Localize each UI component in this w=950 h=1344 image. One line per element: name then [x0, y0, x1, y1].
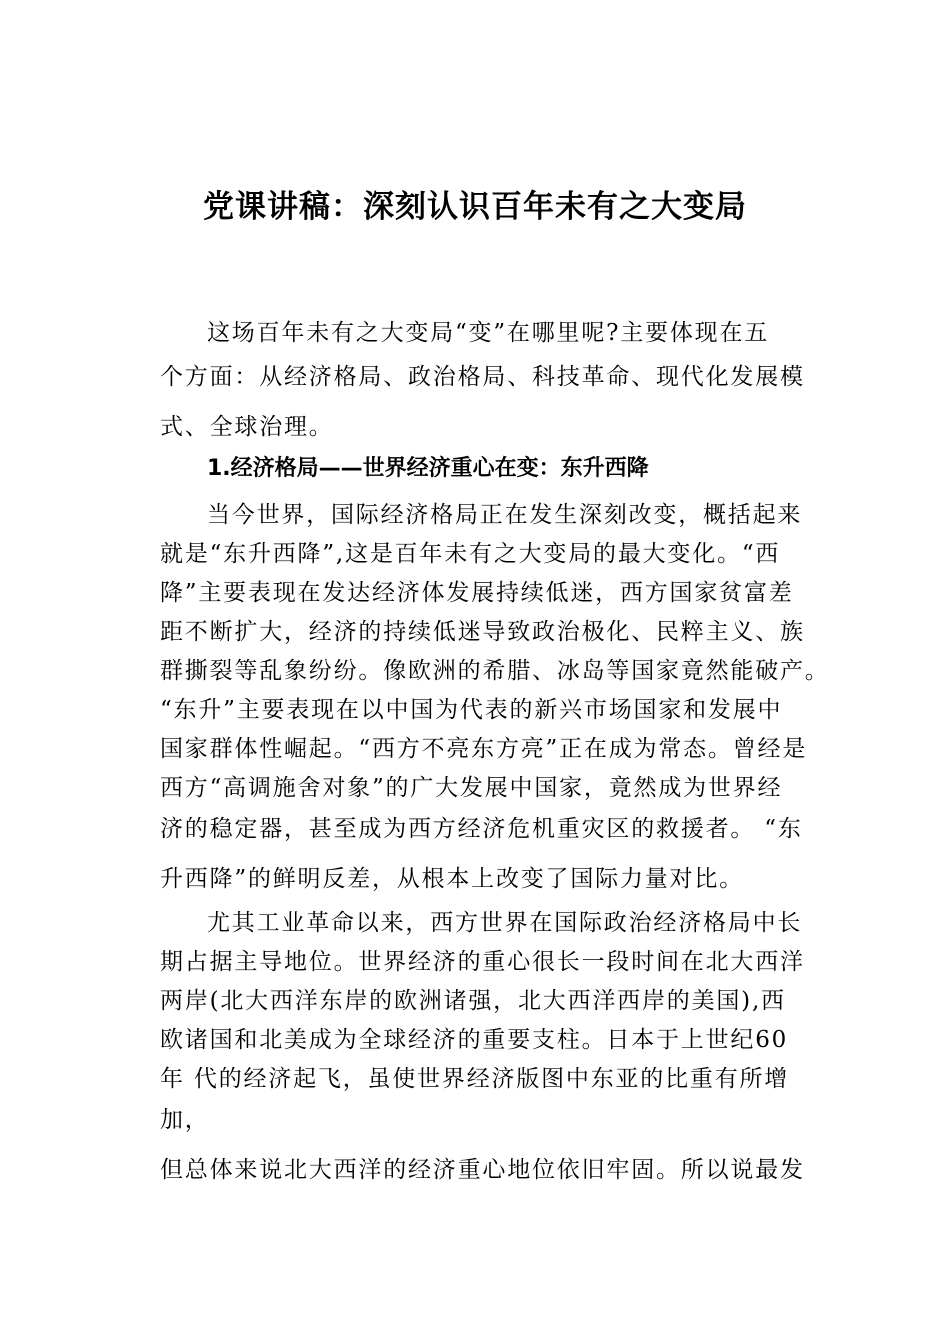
text-line: 尤其工业革命以来，西方世界在国际政治经济格局中长: [207, 910, 803, 936]
text-line: 国家群体性崛起。“西方不亮东方亮”正在成为常态。曾经是: [160, 736, 808, 762]
text-line: 这场百年未有之大变局“变”在哪里呢?主要体现在五: [207, 320, 770, 346]
text-line: 当今世界，国际经济格局正在发生深刻改变，概括起来: [207, 502, 803, 528]
text-line: “东升”主要表现在以中国为代表的新兴市场国家和发展中: [160, 697, 783, 723]
text-line: 就是“东升西降”,这是百年未有之大变局的最大变化。“西: [160, 541, 781, 567]
text-line: 降”主要表现在发达经济体发展持续低迷，西方国家贫富差: [160, 580, 794, 606]
text-line: 升西降”的鲜明反差，从根本上改变了国际力量对比。: [160, 866, 744, 892]
document-title: 党课讲稿：深刻认识百年未有之大变局: [203, 189, 747, 225]
text-line: 距不断扩大，经济的持续低迷导致政治极化、民粹主义、族: [160, 619, 805, 645]
section-heading: 1.经济格局——世界经济重心在变：东升西降: [207, 456, 649, 481]
text-line: 两岸(北大西洋东岸的欧洲诸强，北大西洋西岸的美国),西: [160, 988, 786, 1014]
text-line: 期占据主导地位。世界经济的重心很长一段时间在北大西洋: [160, 949, 805, 975]
text-line: 济的稳定器，甚至成为西方经济危机重灾区的救援者。 “东: [160, 816, 803, 842]
text-line: 欧诸国和北美成为全球经济的重要支柱。日本于上世纪60: [160, 1027, 789, 1053]
text-line: 式、全球治理。: [160, 414, 334, 440]
text-line: 加，: [160, 1107, 210, 1133]
text-line: 群撕裂等乱象纷纷。像欧洲的希腊、冰岛等国家竟然能破产。: [160, 658, 830, 684]
text-line: 个方面：从经济格局、政治格局、科技革命、现代化发展模: [160, 364, 805, 390]
text-line: 西方“高调施舍对象”的广大发展中国家，竟然成为世界经: [160, 775, 783, 801]
text-line: 但总体来说北大西洋的经济重心地位依旧牢固。所以说最发: [160, 1157, 805, 1183]
text-line: 年 代的经济起飞，虽使世界经济版图中东亚的比重有所增: [160, 1066, 790, 1092]
